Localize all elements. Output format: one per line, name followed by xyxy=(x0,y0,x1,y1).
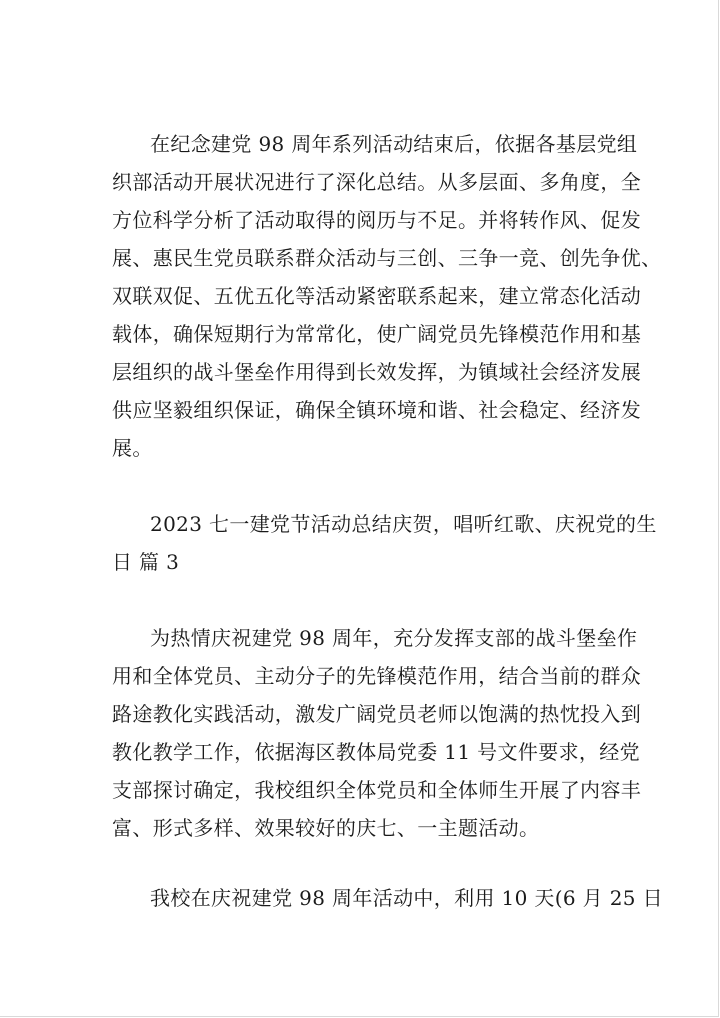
paragraph-3-line-3: 路途教化实践活动，激发广阔党员老师以饱满的热忱投入到 xyxy=(112,702,642,726)
paragraph-1-line-6: 载体，确保短期行为常常化，使广阔党员先锋模范作用和基 xyxy=(112,322,642,346)
paragraph-1-line-2: 织部活动开展状况进行了深化总结。从多层面、多角度，全 xyxy=(112,170,642,194)
paragraph-1-line-5: 双联双促、五优五化等活动紧密联系起来，建立常态化活动 xyxy=(112,284,642,308)
paragraph-1-line-8: 供应坚毅组织保证，确保全镇环境和谐、社会稳定、经济发 xyxy=(112,398,642,422)
section-heading-line-1: 2023 七一建党节活动总结庆贺，唱听红歌、庆祝党的生 xyxy=(150,512,657,536)
paragraph-1-line-9: 展。 xyxy=(112,436,153,460)
paragraph-1-line-3: 方位科学分析了活动取得的阅历与不足。并将转作风、促发 xyxy=(112,208,642,232)
paragraph-1-line-1: 在纪念建党 98 周年系列活动结束后，依据各基层党组 xyxy=(150,132,638,156)
paragraph-3-line-6: 富、形式多样、效果较好的庆七、一主题活动。 xyxy=(112,816,540,840)
paragraph-3-line-2: 用和全体党员、主动分子的先锋模范作用，结合当前的群众 xyxy=(112,664,642,688)
paragraph-1-line-4: 展、惠民生党员联系群众活动与三创、三争一竞、创先争优、 xyxy=(112,246,662,270)
paragraph-3-line-5: 支部探讨确定，我校组织全体党员和全体师生开展了内容丰 xyxy=(112,778,642,802)
paragraph-3-line-4: 教化教学工作，依据海区教体局党委 11 号文件要求，经党 xyxy=(112,740,640,764)
section-heading-line-2: 日 篇 3 xyxy=(112,550,180,574)
paragraph-4-line-1: 我校在庆祝建党 98 周年活动中，利用 10 天(6 月 25 日 xyxy=(150,886,663,910)
paragraph-1-line-7: 层组织的战斗堡垒作用得到长效发挥，为镇域社会经济发展 xyxy=(112,360,642,384)
paragraph-3-line-1: 为热情庆祝建党 98 周年，充分发挥支部的战斗堡垒作 xyxy=(150,626,638,650)
